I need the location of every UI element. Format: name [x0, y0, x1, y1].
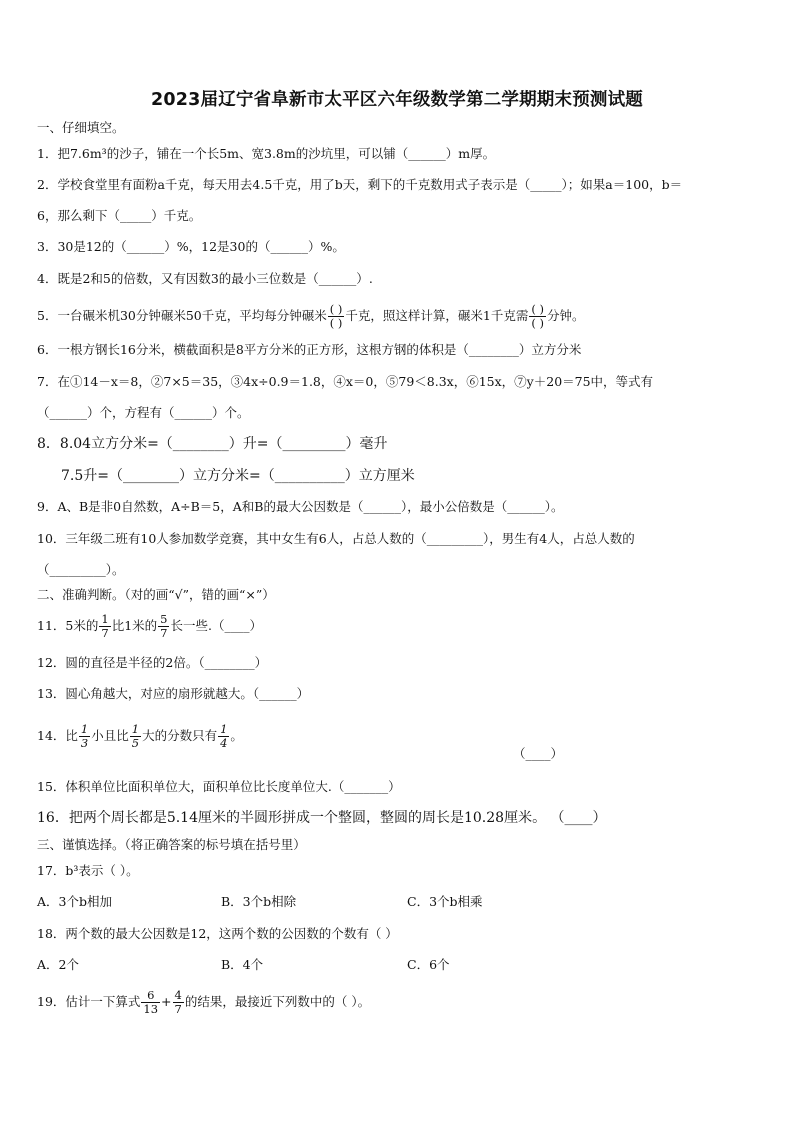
- fraction-numerator: 1: [101, 612, 109, 626]
- question-3: 3．30是12的（______）%，12是30的（______）%。: [37, 239, 345, 254]
- question-17-option-c: C．3个b相乘: [407, 894, 483, 909]
- question-1: 1．把7.6m³的沙子，铺在一个长5m、宽3.8m的沙坑里，可以铺（______）m厚。: [37, 146, 496, 161]
- question-14-answer-blank: （____）: [513, 746, 564, 761]
- question-8-line2: 7.5升=（________）立方分米=（__________）立方厘米: [61, 468, 415, 484]
- question-14-fraction-3: [218, 724, 229, 749]
- question-5-fraction-2: [529, 304, 546, 329]
- fraction-denominator: 7: [101, 625, 109, 640]
- question-18: 18．两个数的最大公因数是12，这两个数的公因数的个数有（ ）: [37, 926, 398, 941]
- fraction-numerator: 4: [174, 988, 182, 1002]
- question-19-fraction-2: [173, 990, 184, 1015]
- fraction-denominator: 5: [131, 735, 140, 750]
- question-5-text-b: 千克，照这样计算，碾米1千克需: [345, 308, 529, 323]
- fraction-denominator: 7: [160, 625, 168, 640]
- question-2-line1: 2．学校食堂里有面粉a千克，每天用去4.5千克，用了b天，剩下的千克数用式子表示是（_____）；如果a＝100，b＝: [37, 177, 683, 192]
- question-19: [37, 990, 370, 1015]
- question-5-fraction-1: [328, 304, 345, 329]
- question-11-text-a: 11．5米的: [37, 618, 99, 633]
- question-14: [37, 724, 243, 749]
- question-11-fraction-1: [99, 614, 110, 639]
- question-18-option-b: B．4个: [221, 957, 264, 972]
- fraction-denominator: 13: [143, 1001, 159, 1016]
- question-8-line1: 8．8.04立方分米=（________）升=（_________）毫升: [37, 436, 388, 452]
- question-19-fraction-1: [141, 990, 160, 1015]
- question-14-text-c: 大的分数只有: [142, 728, 218, 743]
- question-17-option-b: B．3个b相除: [221, 894, 297, 909]
- fraction-numerator: 1: [131, 722, 140, 736]
- question-11-fraction-2: [158, 614, 169, 639]
- question-11: [37, 614, 262, 639]
- question-14-fraction-1: [79, 724, 90, 749]
- page-title: 2023届辽宁省阜新市太平区六年级数学第二学期期末预测试题: [150, 90, 643, 110]
- question-5-text-a: 5．一台碾米机30分钟碾米50千克，平均每分钟碾米: [37, 308, 327, 323]
- question-18-option-c: C．6个: [407, 957, 450, 972]
- question-6: 6．一根方钢长16分米，横截面积是8平方分米的正方形，这根方钢的体积是（________）立方分米: [37, 342, 582, 357]
- question-13: 13．圆心角越大，对应的扇形就越大。（______）: [37, 686, 310, 701]
- question-7-line2: （______）个，方程有（______）个。: [37, 405, 250, 420]
- fraction-numerator: ( ): [329, 302, 343, 316]
- fraction-denominator: 3: [80, 735, 89, 750]
- question-14-text-a: 14．比: [37, 728, 78, 743]
- question-5-text-c: 分钟。: [547, 308, 585, 323]
- fraction-numerator: 5: [160, 612, 168, 626]
- question-14-text-d: 。: [230, 728, 243, 743]
- question-18-option-a: A．2个: [37, 957, 79, 972]
- question-10-line2: （_________）。: [37, 562, 125, 577]
- fraction-numerator: 6: [147, 988, 155, 1002]
- fraction-denominator: 4: [220, 735, 228, 750]
- fraction-numerator: 1: [220, 722, 228, 736]
- question-10-line1: 10．三年级二班有10人参加数学竞赛，其中女生有6人，占总人数的（_________），男生有4人，占总人数的: [37, 531, 635, 546]
- question-19-text-a: 19．估计一下算式: [37, 994, 141, 1009]
- question-5: [37, 304, 585, 329]
- question-14-fraction-2: [130, 724, 141, 749]
- fraction-numerator: 1: [80, 722, 89, 736]
- fraction-denominator: ( ): [329, 315, 343, 330]
- section-heading-true-false: 二、准确判断。（对的画“√”，错的画“×”）: [37, 587, 275, 602]
- question-15: 15．体积单位比面积单位大，面积单位比长度单位大.（_______）: [37, 779, 401, 794]
- section-heading-multiple-choice: 三、谨慎选择。（将正确答案的标号填在括号里）: [37, 837, 306, 852]
- fraction-denominator: ( ): [531, 315, 545, 330]
- question-4: 4．既是2和5的倍数，又有因数3的最小三位数是（______）.: [37, 271, 373, 286]
- question-9: 9．A、B是非0自然数，A÷B＝5，A和B的最大公因数是（______），最小公倍数是（______）。: [37, 499, 564, 514]
- question-16: 16．把两个周长都是5.14厘米的半圆形拼成一个整圆，整圆的周长是10.28厘米。 （____）: [37, 810, 607, 826]
- question-11-text-c: 长一些.（____）: [170, 618, 262, 633]
- question-14-text-b: 小且比: [91, 728, 129, 743]
- question-17: 17．b³表示（ ）。: [37, 863, 139, 878]
- section-heading-fill-in: 一、仔细填空。: [37, 120, 125, 135]
- question-2-line2: 6，那么剩下（_____）千克。: [37, 208, 202, 223]
- fraction-denominator: 7: [174, 1001, 182, 1016]
- question-19-text-b: 的结果，最接近下列数中的（ ）。: [184, 994, 371, 1009]
- question-11-text-b: 比1米的: [111, 618, 158, 633]
- question-12: 12．圆的直径是半径的2倍。（________）: [37, 655, 268, 670]
- plus-sign: +: [161, 994, 172, 1009]
- question-7-line1: 7．在①14－x＝8，②7×5＝35，③4x÷0.9＝1.8，④x＝0，⑤79＜8.3x，⑥15x，⑦y＋20＝75中，等式有: [37, 374, 654, 389]
- question-17-option-a: A．3个b相加: [37, 894, 112, 909]
- fraction-numerator: ( ): [531, 302, 545, 316]
